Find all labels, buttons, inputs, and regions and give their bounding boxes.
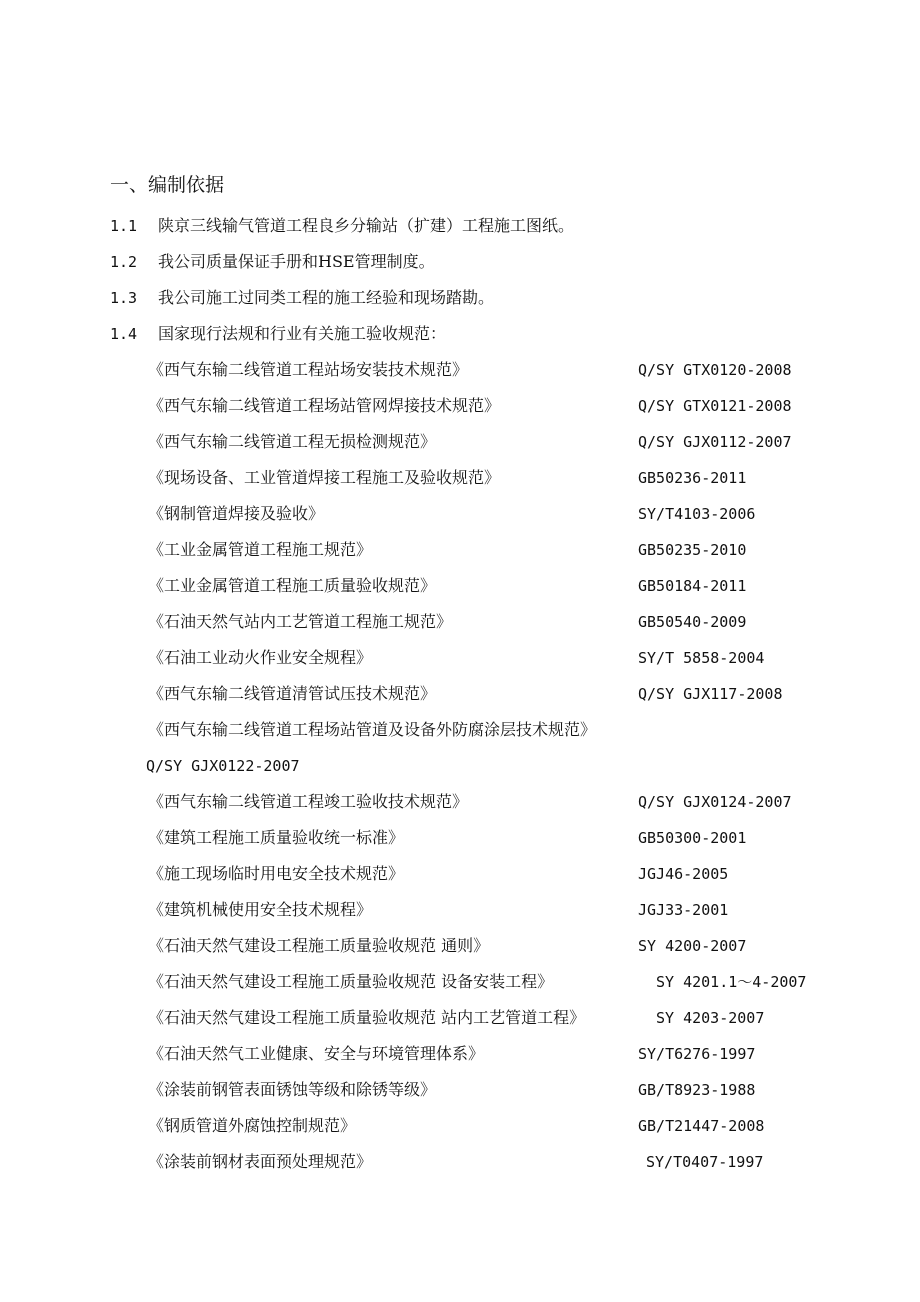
standard-code: Q/SY GJX117-2008 xyxy=(638,685,783,703)
standard-code: GB50236-2011 xyxy=(638,469,747,487)
standard-title: 《西气东输二线管道工程站场安装技术规范》 xyxy=(148,360,469,379)
item-text: 我公司质量保证手册和HSE管理制度。 xyxy=(158,252,435,271)
item-number: 1.2 xyxy=(110,253,138,271)
item-number: 1.3 xyxy=(110,289,138,307)
section-heading: 一、编制依据 xyxy=(110,174,225,196)
standard-code: JGJ33-2001 xyxy=(638,901,729,919)
standard-title: 《工业金属管道工程施工质量验收规范》 xyxy=(148,576,437,595)
standard-title: 《西气东输二线管道工程竣工验收技术规范》 xyxy=(148,792,469,811)
standard-title: 《石油天然气工业健康、安全与环境管理体系》 xyxy=(148,1044,485,1063)
standard-title: 《西气东输二线管道工程场站管道及设备外防腐涂层技术规范》 xyxy=(148,720,597,739)
item-number: 1.4 xyxy=(110,325,138,343)
item-number: 1.1 xyxy=(110,217,138,235)
standard-row xyxy=(148,1006,828,1030)
item-text: 陕京三线输气管道工程良乡分输站（扩建）工程施工图纸。 xyxy=(158,216,575,235)
standard-code: GB50235-2010 xyxy=(638,541,747,559)
standard-code: SY 4201.1～4-2007 xyxy=(656,973,807,991)
standard-title: 《石油天然气建设工程施工质量验收规范 通则》 xyxy=(148,936,490,955)
basis-item-1-3 xyxy=(110,286,494,310)
standard-code: SY/T 5858-2004 xyxy=(638,649,765,667)
standard-title: 《建筑机械使用安全技术规程》 xyxy=(148,900,373,919)
standard-row xyxy=(148,718,828,742)
standard-row xyxy=(148,862,828,886)
standard-title: 《建筑工程施工质量验收统一标准》 xyxy=(148,828,405,847)
standard-row xyxy=(148,358,828,382)
standard-code: GB/T21447-2008 xyxy=(638,1117,765,1135)
standard-title: 《现场设备、工业管道焊接工程施工及验收规范》 xyxy=(148,468,501,487)
standard-title: 《西气东输二线管道工程场站管网焊接技术规范》 xyxy=(148,396,501,415)
standard-row xyxy=(148,1042,828,1066)
basis-item-1-4 xyxy=(110,322,446,346)
standard-row xyxy=(148,1078,828,1102)
standard-code: Q/SY GJX0112-2007 xyxy=(638,433,792,451)
standard-code: SY/T6276-1997 xyxy=(638,1045,756,1063)
standard-row xyxy=(148,898,828,922)
standard-code: GB50184-2011 xyxy=(638,577,747,595)
standard-code: Q/SY GTX0120-2008 xyxy=(638,361,792,379)
standard-row xyxy=(148,502,828,526)
standard-row xyxy=(148,970,828,994)
item-text: 我公司施工过同类工程的施工经验和现场踏勘。 xyxy=(158,288,495,307)
standard-code-wrapped: Q/SY GJX0122-2007 xyxy=(146,757,300,775)
standard-row xyxy=(148,826,828,850)
standard-title: 《施工现场临时用电安全技术规范》 xyxy=(148,864,405,883)
item-text: 国家现行法规和行业有关施工验收规范： xyxy=(158,324,447,343)
standard-row xyxy=(148,538,828,562)
standard-code: SY 4200-2007 xyxy=(638,937,747,955)
standard-title: 《涂装前钢材表面预处理规范》 xyxy=(148,1152,373,1171)
standard-code: Q/SY GJX0124-2007 xyxy=(638,793,792,811)
standard-code: GB50540-2009 xyxy=(638,613,747,631)
standard-row xyxy=(148,682,828,706)
standard-code: GB/T8923-1988 xyxy=(638,1081,756,1099)
standard-title: 《工业金属管道工程施工规范》 xyxy=(148,540,373,559)
standard-row xyxy=(148,646,828,670)
standard-row xyxy=(148,790,828,814)
standard-row xyxy=(148,1114,828,1138)
standard-title: 《石油天然气建设工程施工质量验收规范 站内工艺管道工程》 xyxy=(148,1008,586,1027)
standard-row xyxy=(148,934,828,958)
standard-code: SY 4203-2007 xyxy=(656,1009,765,1027)
standard-row xyxy=(148,430,828,454)
standard-title: 《钢质管道外腐蚀控制规范》 xyxy=(148,1116,357,1135)
standard-title: 《钢制管道焊接及验收》 xyxy=(148,504,325,523)
standard-title: 《西气东输二线管道工程无损检测规范》 xyxy=(148,432,437,451)
standard-code: GB50300-2001 xyxy=(638,829,747,847)
standard-title: 《石油天然气站内工艺管道工程施工规范》 xyxy=(148,612,453,631)
basis-item-1-1 xyxy=(110,214,574,238)
standard-row xyxy=(148,610,828,634)
standard-title: 《西气东输二线管道清管试压技术规范》 xyxy=(148,684,437,703)
standard-row xyxy=(148,394,828,418)
standard-title: 《石油天然气建设工程施工质量验收规范 设备安装工程》 xyxy=(148,972,554,991)
standard-row xyxy=(148,466,828,490)
standard-title: 《石油工业动火作业安全规程》 xyxy=(148,648,373,667)
basis-item-1-2 xyxy=(110,250,435,274)
standard-code: Q/SY GTX0121-2008 xyxy=(638,397,792,415)
standard-row xyxy=(148,574,828,598)
standard-row xyxy=(148,1150,828,1174)
standard-title: 《涂装前钢管表面锈蚀等级和除锈等级》 xyxy=(148,1080,437,1099)
standard-code: JGJ46-2005 xyxy=(638,865,729,883)
standard-code: SY/T4103-2006 xyxy=(638,505,756,523)
standard-code: SY/T0407-1997 xyxy=(646,1153,764,1171)
